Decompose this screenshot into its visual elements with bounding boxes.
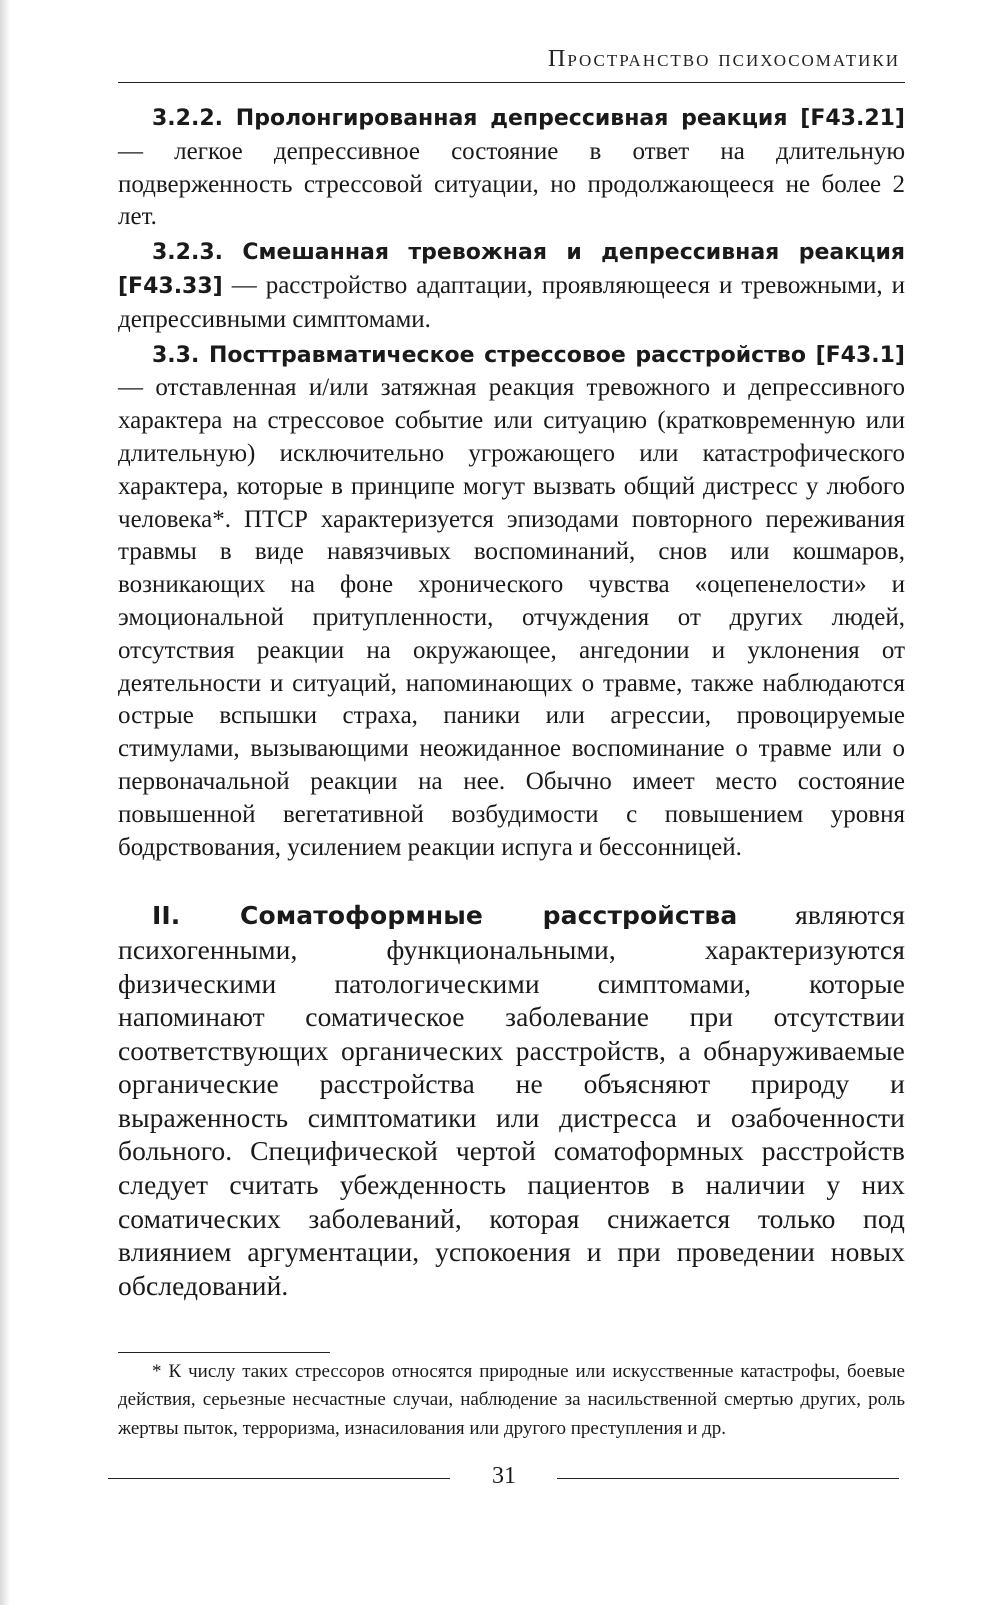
paragraph-heading: 3.2.2. Пролонгированная депрессивная реакция [F43.21]: [152, 106, 905, 131]
header-rule: [118, 82, 905, 83]
paragraph-ptsd: [118, 339, 905, 865]
paragraph-heading: II. Соматоформные расстройства: [152, 901, 738, 931]
paragraph-text: являются психогенными, функциональными, характеризуются физическими патологическими симптомами, которые напоминают соматическое заболевание при отсутствии соответствующих органических расстройств, а обнаруживаемые органические расстройства не объясняют природу и выраженность симптоматики или дистресса и озабоченности больного. Специфической чертой соматоформных расстройств следует считать убежденность пациентов в наличии у них соматических заболеваний, которая снижается только под влиянием аргументации, успокоения и при проведении новых обследований.: [118, 899, 905, 1301]
page-edge-shadow: [0, 0, 10, 1605]
footnote: * К числу таких стрессоров относятся природные или искусственные катастрофы, боевые действия, серьезные несчастные случаи, наблюдение за насильственной смертью других, роль жертвы пыток, терроризма, изнасилования или другого преступления и др.: [118, 1361, 905, 1439]
paragraph-heading: 3.2.3. Смешанная тревожная и депрессивная реакция [F43.33]: [118, 240, 905, 299]
footer-rule-right: [557, 1478, 899, 1479]
paragraph-text: — отставленная и/или затяжная реакция тревожного и депрессивного характера на стрессовое событие или ситуацию (кратковременную или длительную) исключительно угрожающего или катастрофического характера, которые в принципе могут вызвать общий дистресс у любого человека*. ПТСР характеризуется эпизодами повторного переживания травмы в виде навязчивых воспоминаний, снов или кошмаров, возникающих на фоне хронического чувства «оцепенелости» и эмоциональной притупленности, отчуждения от других людей, отсутствия реакции на окружающее, ангедонии и уклонения от деятельности и ситуаций, напоминающих о травме, также наблюдаются острые вспышки страха, паники или агрессии, провоцируемые стимулами, вызывающими неожиданное воспоминание о травме или о первоначальной реакции на нее. Обычно имеет место состояние повышенной вегетативной возбудимости с повышением уровня бодрствования, усилением реакции испуга и бессонницей.: [118, 374, 905, 861]
paragraph-text: — легкое депрессивное состояние в ответ на длительную подверженность стрессовой ситуации, но продолжающееся не более 2 лет.: [118, 137, 905, 231]
footer-rule-left: [108, 1478, 450, 1479]
paragraph-somatoform-disorders: [118, 898, 905, 1302]
page-number: 31: [492, 1463, 516, 1489]
paragraph-text: — расстройство адаптации, проявляющееся и тревожными, и депрессивными симптомами.: [118, 271, 905, 333]
running-header: Пространство психосоматики: [548, 46, 900, 72]
paragraph-prolonged-depressive-reaction: [118, 102, 905, 234]
paragraph-heading: 3.3. Посттравматическое стрессовое расстройство [F43.1]: [152, 342, 905, 368]
page-body: [118, 102, 905, 1302]
paragraph-mixed-anxiety-depressive-reaction: [118, 236, 905, 336]
footnote-rule: [118, 1352, 330, 1353]
